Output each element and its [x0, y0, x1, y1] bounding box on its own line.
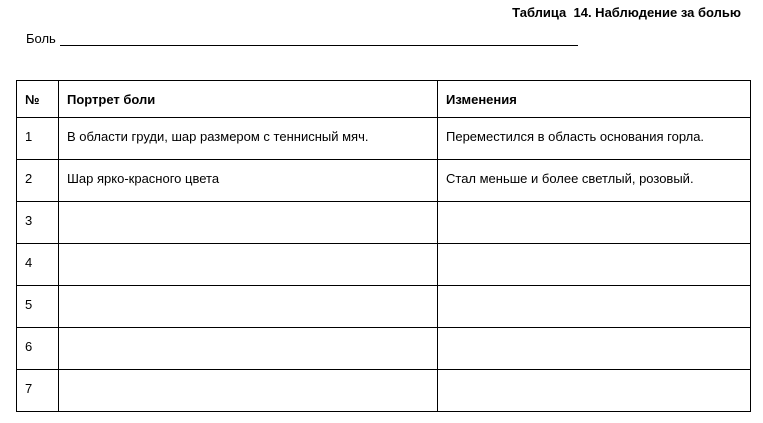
pain-field [26, 31, 578, 46]
pain-portrait-cell [59, 286, 438, 328]
changes-cell [438, 244, 751, 286]
table-row [17, 202, 751, 244]
header-row [17, 81, 751, 118]
pain-field-label: Боль [26, 31, 56, 46]
pain-portrait-cell [59, 244, 438, 286]
header-number: № [17, 81, 59, 118]
row-number: 4 [17, 244, 59, 286]
table-row [17, 118, 751, 160]
row-number: 3 [17, 202, 59, 244]
pain-portrait-cell: В области груди, шар размером с теннисный мяч. [59, 118, 438, 160]
changes-cell: Переместился в область основания горла. [438, 118, 751, 160]
row-number: 6 [17, 328, 59, 370]
changes-cell [438, 328, 751, 370]
pain-field-underline [60, 32, 578, 46]
table-caption: Таблица 14. Наблюдение за болью [512, 5, 741, 20]
pain-observation-table [16, 80, 751, 412]
table-row [17, 244, 751, 286]
row-number: 2 [17, 160, 59, 202]
row-number: 1 [17, 118, 59, 160]
changes-cell [438, 370, 751, 412]
changes-cell [438, 202, 751, 244]
table-row [17, 370, 751, 412]
row-number: 5 [17, 286, 59, 328]
changes-cell: Стал меньше и более светлый, розовый. [438, 160, 751, 202]
pain-portrait-cell [59, 328, 438, 370]
pain-portrait-cell: Шар ярко-красного цвета [59, 160, 438, 202]
header-pain-portrait: Портрет боли [59, 81, 438, 118]
table-row [17, 328, 751, 370]
table-row [17, 160, 751, 202]
row-number: 7 [17, 370, 59, 412]
pain-portrait-cell [59, 202, 438, 244]
table-row [17, 286, 751, 328]
pain-portrait-cell [59, 370, 438, 412]
changes-cell [438, 286, 751, 328]
header-changes: Изменения [438, 81, 751, 118]
